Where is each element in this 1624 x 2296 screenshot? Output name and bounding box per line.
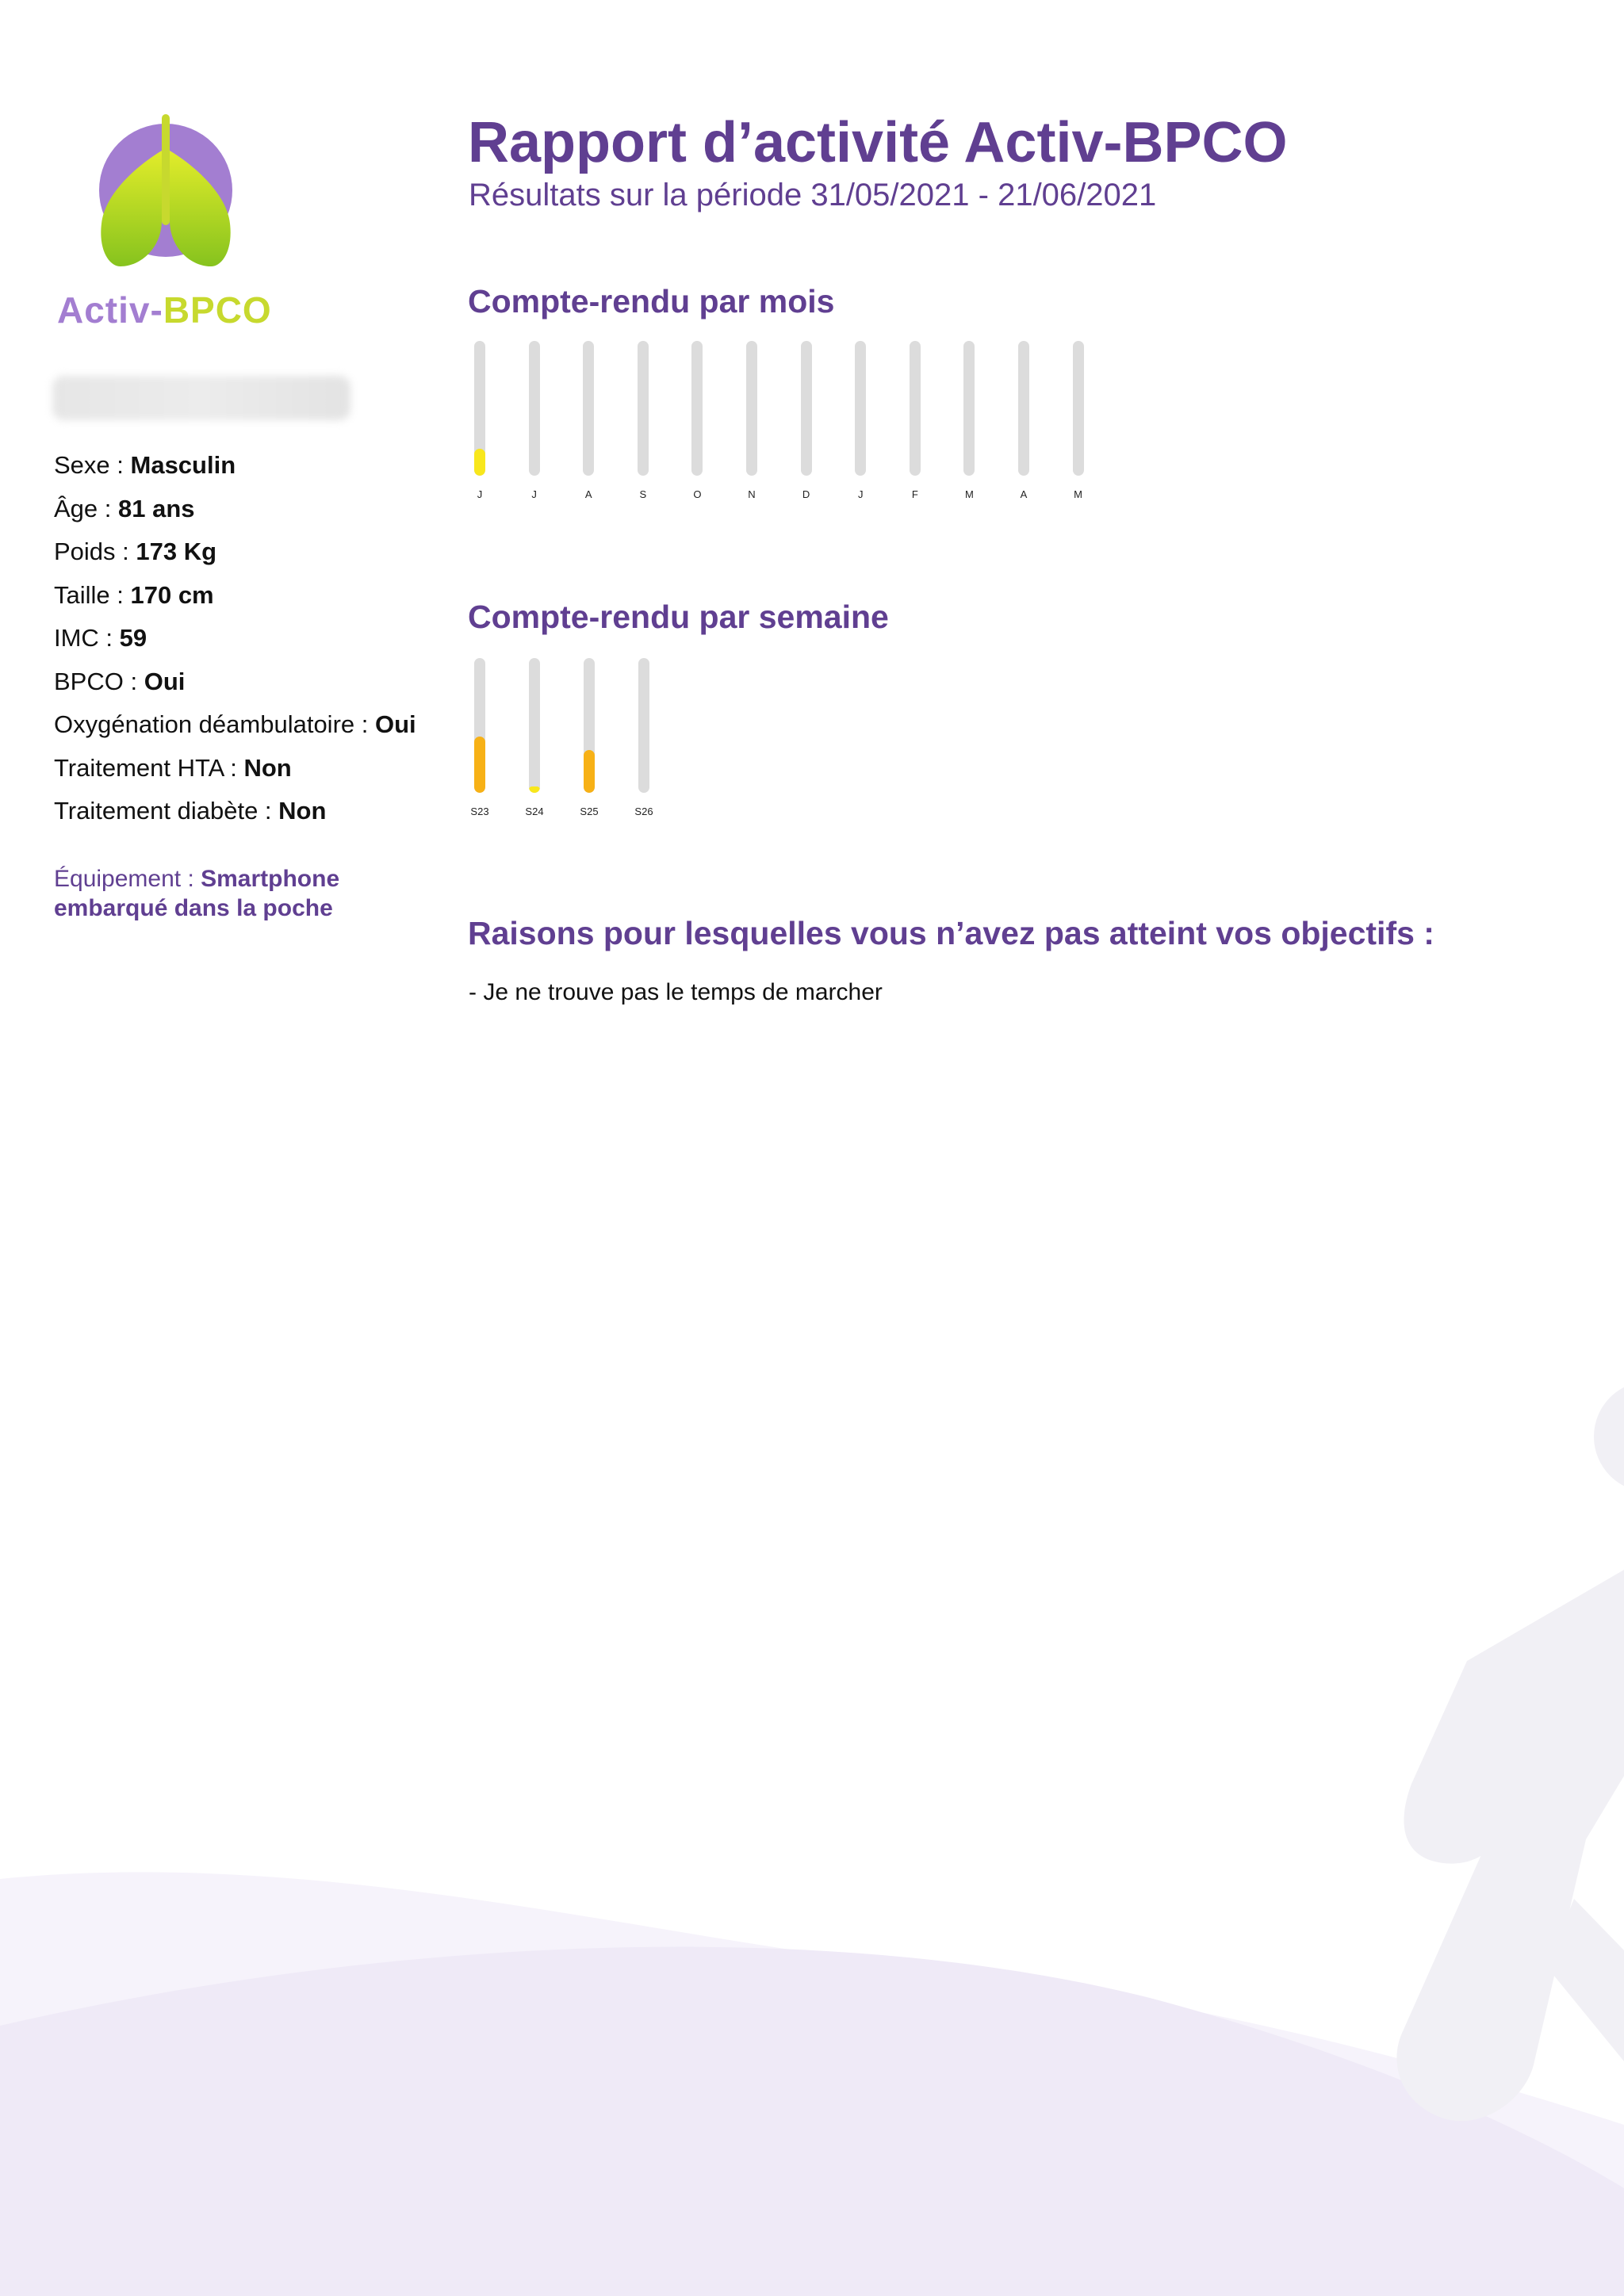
bar-fill — [529, 786, 540, 794]
patient-name-redacted — [52, 376, 350, 420]
equipment-value: Smartphone embarqué dans la poche — [54, 866, 340, 921]
bar-tick-label: M — [1074, 488, 1083, 500]
brand-name: Activ-BPCO — [57, 289, 272, 331]
bar-tick-label: D — [802, 488, 810, 500]
bar-tick-label: J — [531, 488, 537, 500]
bar-track — [474, 658, 485, 793]
activ-bpco-logo — [54, 111, 292, 333]
bar-tick-label: M — [964, 488, 974, 500]
bar-fill — [474, 449, 485, 476]
bar-track — [963, 341, 975, 476]
bar-track — [1018, 341, 1029, 476]
reasons-title: Raisons pour lesquelles vous n’avez pas atteint vos objectifs : — [468, 915, 1434, 951]
walking-figure-icon — [1396, 1381, 1624, 2121]
weekly-report-title: Compte-rendu par semaine — [468, 599, 889, 635]
equipment-info — [54, 864, 387, 923]
patient-field-copd: BPCO : Oui — [54, 667, 186, 695]
lungs-logo-icon — [54, 111, 292, 285]
patient-field-diabetes-treatment: Traitement diabète : Non — [54, 797, 327, 825]
report-title: Rapport d’activité Activ-BPCO — [468, 111, 1288, 174]
weekly-bar-chart — [460, 658, 666, 825]
bar-tick-label: S24 — [525, 806, 544, 817]
bar-fill — [584, 750, 595, 793]
monthly-bar-chart — [460, 341, 1110, 507]
bar-track — [583, 341, 594, 476]
bar-tick-label: S25 — [580, 806, 599, 817]
bar-track — [691, 341, 703, 476]
bar-track — [1073, 341, 1084, 476]
bar-track — [910, 341, 921, 476]
report-subtitle: Résultats sur la période 31/05/2021 - 21/06/2021 — [469, 178, 1157, 212]
bar-track — [584, 658, 595, 793]
bar-track — [529, 658, 540, 793]
reason-item: - Je ne trouve pas le temps de marcher — [469, 979, 883, 1005]
bar-tick-label: O — [693, 488, 702, 500]
reasons-list — [469, 977, 883, 1008]
patient-field-height: Taille : 170 cm — [54, 580, 214, 609]
patient-field-age: Âge : 81 ans — [54, 494, 195, 522]
bar-tick-label: F — [911, 488, 918, 500]
bar-tick-label: A — [584, 488, 592, 500]
bar-track — [801, 341, 812, 476]
bar-tick-label: S23 — [470, 806, 489, 817]
bar-track — [855, 341, 866, 476]
bar-track — [746, 341, 757, 476]
equipment-label: Équipement : — [54, 866, 201, 892]
patient-field-oxygenation: Oxygénation déambulatoire : Oui — [54, 710, 416, 738]
background-wave — [0, 1947, 1624, 2296]
monthly-report-title: Compte-rendu par mois — [468, 283, 835, 320]
patient-field-bmi: IMC : 59 — [54, 624, 147, 652]
bar-fill — [474, 737, 485, 793]
bar-track — [638, 341, 649, 476]
patient-info-list — [54, 448, 450, 837]
bar-track — [529, 341, 540, 476]
patient-field-weight: Poids : 173 Kg — [54, 538, 217, 565]
bar-track — [638, 658, 649, 793]
bar-track — [474, 341, 485, 476]
bar-tick-label: A — [1020, 488, 1028, 500]
bar-tick-label: S26 — [634, 806, 653, 817]
bar-tick-label: J — [857, 488, 864, 500]
bar-tick-label: J — [477, 488, 483, 500]
patient-field-sex: Sexe : Masculin — [54, 451, 236, 479]
bar-tick-label: N — [748, 488, 756, 500]
patient-field-hypertension-treatment: Traitement HTA : Non — [54, 753, 292, 782]
bar-tick-label: S — [639, 488, 647, 500]
